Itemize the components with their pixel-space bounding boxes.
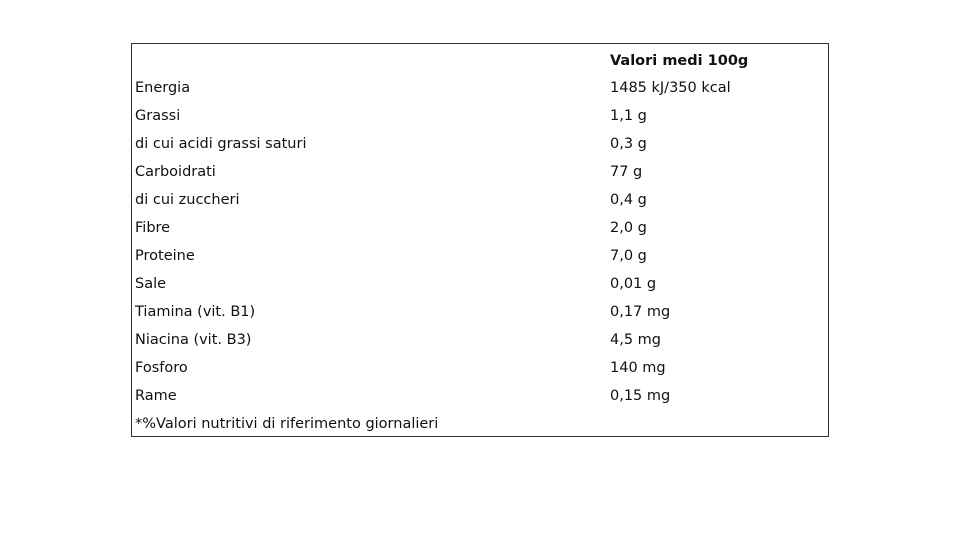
table-row bbox=[132, 272, 828, 300]
nutrient-value: 0,15 mg bbox=[610, 388, 671, 404]
nutrient-label: Fibre bbox=[135, 220, 171, 236]
table-row bbox=[132, 132, 828, 160]
nutrient-label: Sale bbox=[135, 276, 167, 292]
nutrient-value: 0,17 mg bbox=[610, 304, 671, 320]
nutrient-value: 0,3 g bbox=[610, 136, 647, 152]
table-row bbox=[132, 76, 828, 104]
column-header-values: Valori medi 100g bbox=[610, 53, 749, 69]
table-row bbox=[132, 216, 828, 244]
nutrient-value: 77 g bbox=[610, 164, 643, 180]
table-row bbox=[132, 300, 828, 328]
table-row bbox=[132, 104, 828, 132]
nutrient-value: 4,5 mg bbox=[610, 332, 661, 348]
nutrient-label: di cui zuccheri bbox=[135, 192, 240, 208]
nutrient-label: Carboidrati bbox=[135, 164, 216, 180]
nutrient-value: 1,1 g bbox=[610, 108, 647, 124]
table-row bbox=[132, 328, 828, 356]
nutrient-value: 140 mg bbox=[610, 360, 666, 376]
nutrient-value: 0,01 g bbox=[610, 276, 657, 292]
nutrient-label: Rame bbox=[135, 388, 177, 404]
table-row bbox=[132, 356, 828, 384]
nutrient-label: di cui acidi grassi saturi bbox=[135, 136, 307, 152]
nutrient-label: Niacina (vit. B3) bbox=[135, 332, 252, 348]
nutrient-label: Energia bbox=[135, 80, 191, 96]
table-row bbox=[132, 188, 828, 216]
nutrient-label: Fosforo bbox=[135, 360, 188, 376]
nutrient-label: Tiamina (vit. B1) bbox=[135, 304, 256, 320]
table-row bbox=[132, 244, 828, 272]
nutrient-value: 2,0 g bbox=[610, 220, 647, 236]
table-footnote: *%Valori nutritivi di riferimento giornalieri bbox=[135, 416, 439, 432]
nutrient-value: 7,0 g bbox=[610, 248, 647, 264]
table-row bbox=[132, 384, 828, 412]
nutrient-label: Grassi bbox=[135, 108, 181, 124]
nutrition-table bbox=[131, 43, 829, 437]
nutrient-label: Proteine bbox=[135, 248, 195, 264]
nutrient-value: 0,4 g bbox=[610, 192, 647, 208]
nutrient-value: 1485 kJ/350 kcal bbox=[610, 80, 731, 96]
table-body bbox=[132, 76, 828, 412]
table-header-row bbox=[132, 50, 828, 74]
table-row bbox=[132, 160, 828, 188]
